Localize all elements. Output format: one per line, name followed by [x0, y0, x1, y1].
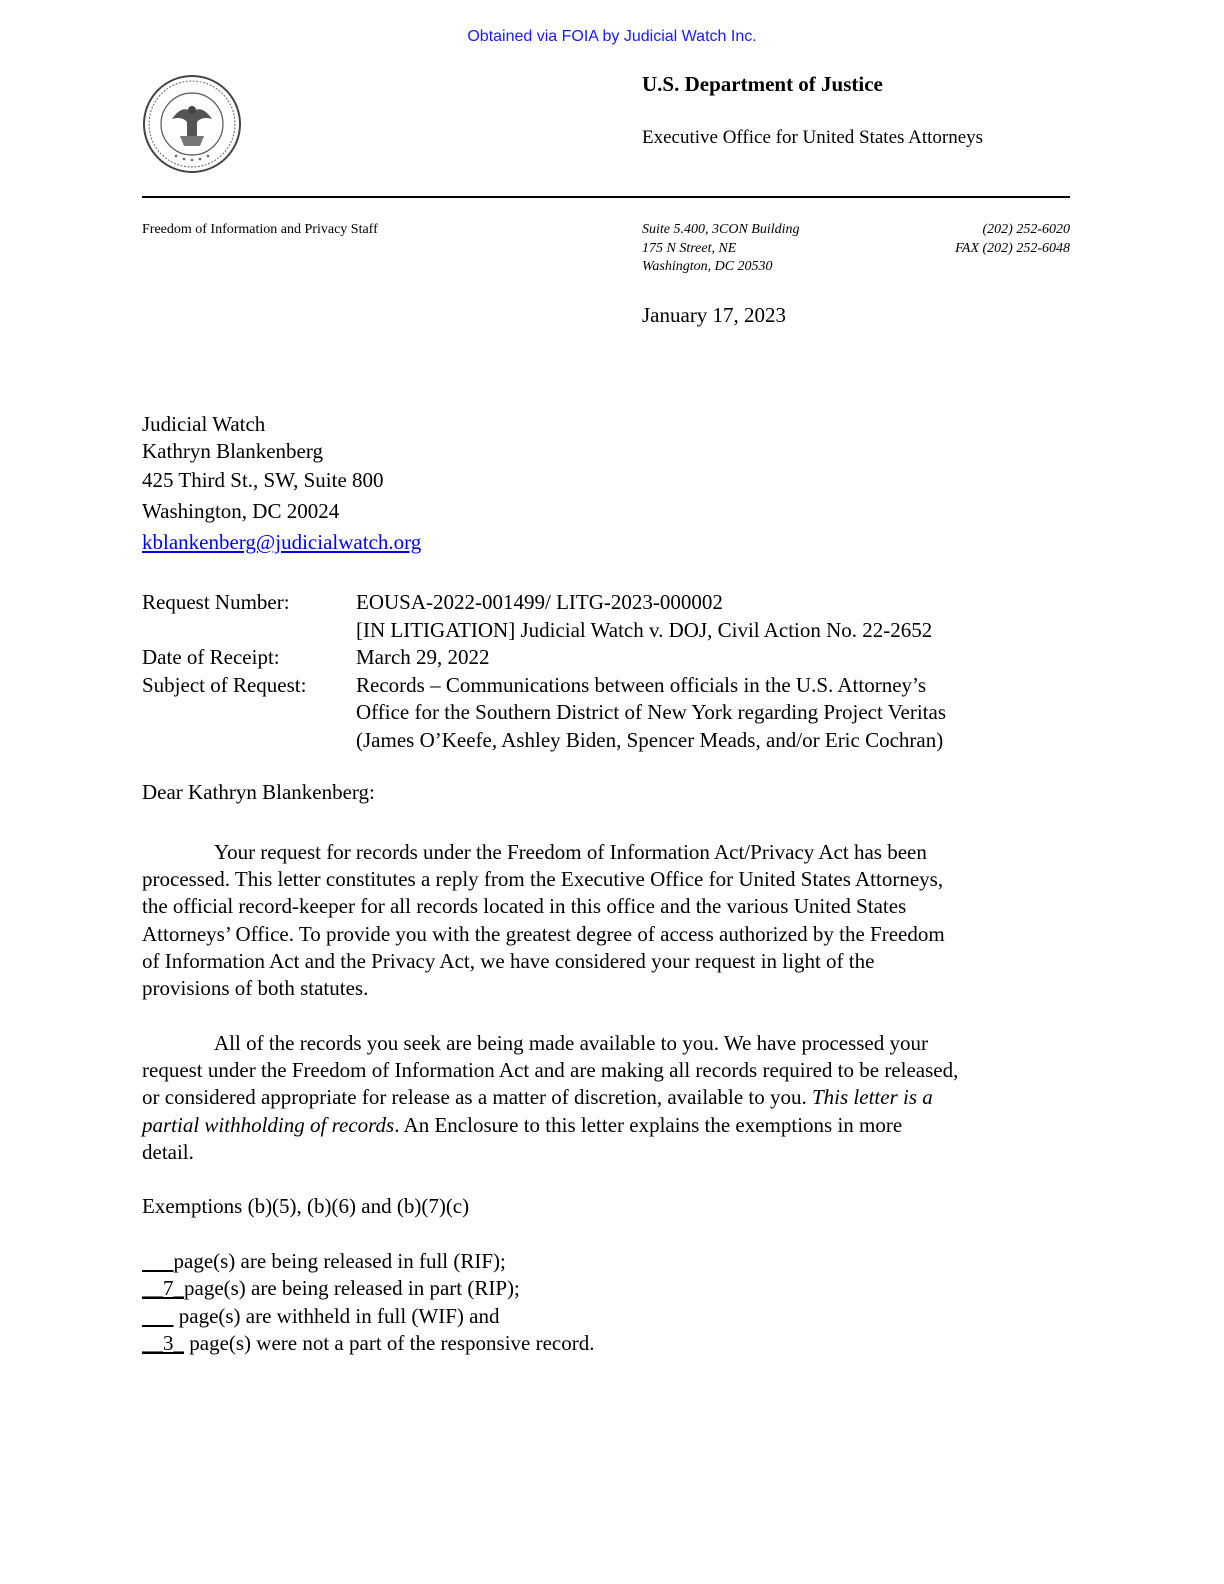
- count-text: page(s) were not a part of the responsive record.: [184, 1330, 595, 1355]
- paragraph-line: of Information Act and the Privacy Act, we have considered your request in light of the: [142, 948, 875, 973]
- recipient-email-link[interactable]: kblankenberg@judicialwatch.org: [142, 530, 422, 554]
- address-line: Suite 5.400, 3CON Building: [642, 222, 800, 237]
- receipt-label: Date of Receipt:: [142, 645, 280, 669]
- count-text: page(s) are withheld in full (WIF) and: [173, 1303, 500, 1328]
- recipient-street: 425 Third St., SW, Suite 800: [142, 468, 384, 492]
- address-line: 175 N Street, NE: [642, 240, 737, 256]
- count-row: [142, 1248, 595, 1275]
- subject-line: (James O’Keefe, Ashley Biden, Spencer Meads, and/or Eric Cochran): [356, 727, 944, 752]
- count-blank: __7_: [142, 1276, 184, 1301]
- letter-date: January 17, 2023: [642, 303, 787, 327]
- paragraph-line: the official record-keeper for all records located in this office and the various United States: [142, 894, 907, 919]
- foia-watermark: Obtained via FOIA by Judicial Watch Inc.: [467, 28, 757, 45]
- paragraph-line: detail.: [142, 1139, 194, 1164]
- paragraph-line: request under the Freedom of Information Act and are making all records required to be released,: [142, 1058, 959, 1083]
- subject-line: Office for the Southern District of New York regarding Project Veritas: [356, 700, 947, 724]
- count-blank: __3_: [142, 1330, 184, 1355]
- count-blank: [142, 1304, 174, 1328]
- paragraph-line: Attorneys’ Office. To provide you with the greatest degree of access authorized by the Freedom: [142, 921, 945, 946]
- office-name: Executive Office for United States Attorneys: [642, 127, 984, 148]
- count-row: [142, 1330, 595, 1357]
- paragraph-1: [142, 839, 1077, 1002]
- exemptions-line: Exemptions (b)(5), (b)(6) and (b)(7)(c): [142, 1194, 470, 1218]
- department-name: U.S. Department of Justice: [642, 72, 883, 96]
- staff-name: Freedom of Information and Privacy Staff: [142, 222, 378, 237]
- recipient-name: Kathryn Blankenberg: [142, 439, 323, 463]
- paragraph-line: All of the records you seek are being made available to you. We have processed your: [214, 1031, 928, 1055]
- paragraph-line: provisions of both statutes.: [142, 976, 369, 1001]
- count-text: page(s) are being released in full (RIF);: [173, 1249, 506, 1273]
- phone-block: [955, 221, 1070, 258]
- paragraph-line: Your request for records under the Freedom of Information Act/Privacy Act has been: [214, 840, 927, 864]
- header-divider: [142, 196, 1070, 198]
- request-number-value: EOUSA-2022-001499/ LITG-2023-000002: [356, 590, 723, 614]
- count-row: [142, 1275, 595, 1302]
- page-counts: [142, 1248, 595, 1357]
- request-number-label: Request Number:: [142, 590, 290, 614]
- phone-number: (202) 252-6020: [982, 222, 1070, 237]
- recipient-org: Judicial Watch: [142, 412, 266, 436]
- withholding-notice: partial withholding of records: [142, 1112, 395, 1137]
- recipient-city: Washington, DC 20024: [142, 499, 340, 523]
- litigation-note: [IN LITIGATION] Judicial Watch v. DOJ, Civil Action No. 22-2652: [356, 617, 933, 642]
- count-row: [142, 1303, 595, 1330]
- request-details: [142, 589, 946, 754]
- address-line: Washington, DC 20530: [642, 259, 773, 274]
- subject-label: Subject of Request:: [142, 672, 307, 697]
- fax-number: FAX (202) 252-6048: [955, 240, 1070, 256]
- office-address: [642, 221, 800, 277]
- recipient-block: [142, 411, 421, 558]
- subject-line: Records – Communications between officials in the U.S. Attorney’s: [356, 672, 927, 697]
- count-blank: [142, 1249, 174, 1273]
- paragraph-line: or considered appropriate for release as a matter of discretion, available to you.: [142, 1085, 812, 1110]
- count-text: page(s) are being released in part (RIP);: [184, 1276, 520, 1301]
- paragraph-line: processed. This letter constitutes a reply from the Executive Office for United States Attorneys,: [142, 867, 944, 892]
- doj-seal-icon: [142, 74, 242, 174]
- withholding-notice: This letter is a: [811, 1085, 933, 1110]
- paragraph-line: . An Enclosure to this letter explains the exemptions in more: [394, 1112, 903, 1137]
- salutation: Dear Kathryn Blankenberg:: [142, 780, 375, 804]
- receipt-value: March 29, 2022: [356, 645, 490, 669]
- paragraph-2: [142, 1030, 1077, 1166]
